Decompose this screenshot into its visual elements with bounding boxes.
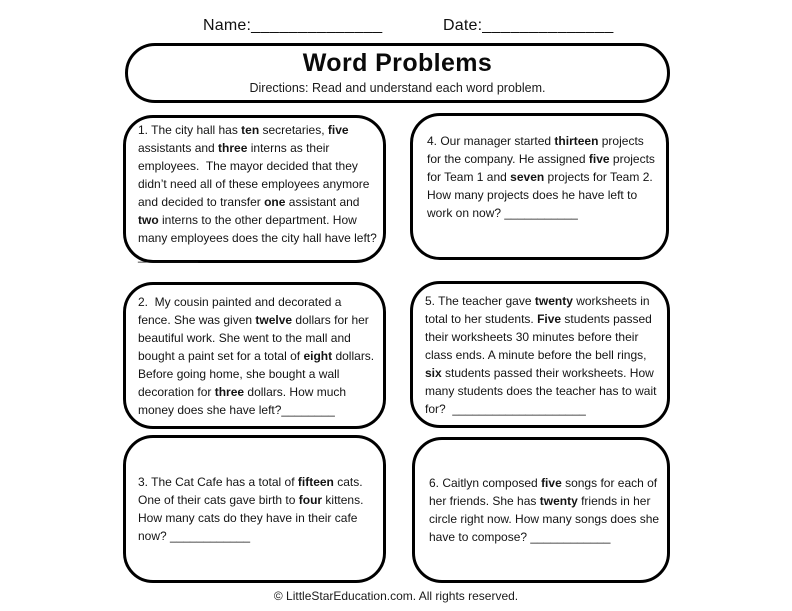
name-field bbox=[203, 17, 383, 35]
date-blank: ______________ bbox=[482, 17, 614, 34]
footer-copyright: © LittleStarEducation.com. All rights reserved. bbox=[273, 589, 519, 603]
problem-text-4: 4. Our manager started thirteen projects for the company. He assigned five projects for Team 1 and seven projects for Team 2. How many projects does he have left to work on now? ___________ bbox=[427, 134, 659, 220]
date-label: Date: bbox=[443, 17, 483, 34]
problem-text-3: 3. The Cat Cafe has a total of fifteen cats. One of their cats gave birth to four kittens. How many cats do they have in their cafe now? ____________ bbox=[138, 475, 367, 543]
problem-text-2: 2. My cousin painted and decorated a fence. She was given twelve dollars for her beautiful work. She went to the mall and bought a paint set for a total of eight dollars. Before going home, she bought a wall decoration for three dollars. How much money does she have left?________ bbox=[138, 295, 378, 417]
problem-box-1 bbox=[123, 115, 386, 263]
date-field bbox=[443, 17, 614, 35]
title-box bbox=[125, 43, 670, 103]
problem-box-5 bbox=[410, 281, 670, 428]
problem-text-1: 1. The city hall has ten secretaries, five assistants and three interns as their employees. The mayor decided that they didn’t need all of these employees anymore and decided to transfer one assistant and two interns to the other department. How many employees does the city hall have left? _________ bbox=[138, 123, 381, 263]
problem-box-6 bbox=[412, 437, 670, 583]
name-blank: ______________ bbox=[251, 17, 383, 34]
problem-box-2 bbox=[123, 282, 386, 429]
problem-text-6: 6. Caitlyn composed five songs for each of her friends. She has twenty friends in her circle right now. How many songs does she have to compose? ____________ bbox=[429, 476, 663, 544]
problem-text-5: 5. The teacher gave twenty worksheets in total to her students. Five students passed their worksheets 30 minutes before their class ends. A minute before the bell rings, six students passed their worksheets. How many students does the teacher has to wait for? ____________________ bbox=[425, 294, 660, 416]
directions-text: Directions: Read and understand each word problem. bbox=[249, 81, 546, 95]
name-label: Name: bbox=[203, 17, 252, 34]
page-title: Word Problems bbox=[302, 49, 493, 77]
problem-box-3 bbox=[123, 435, 386, 583]
problem-box-4 bbox=[410, 113, 669, 260]
